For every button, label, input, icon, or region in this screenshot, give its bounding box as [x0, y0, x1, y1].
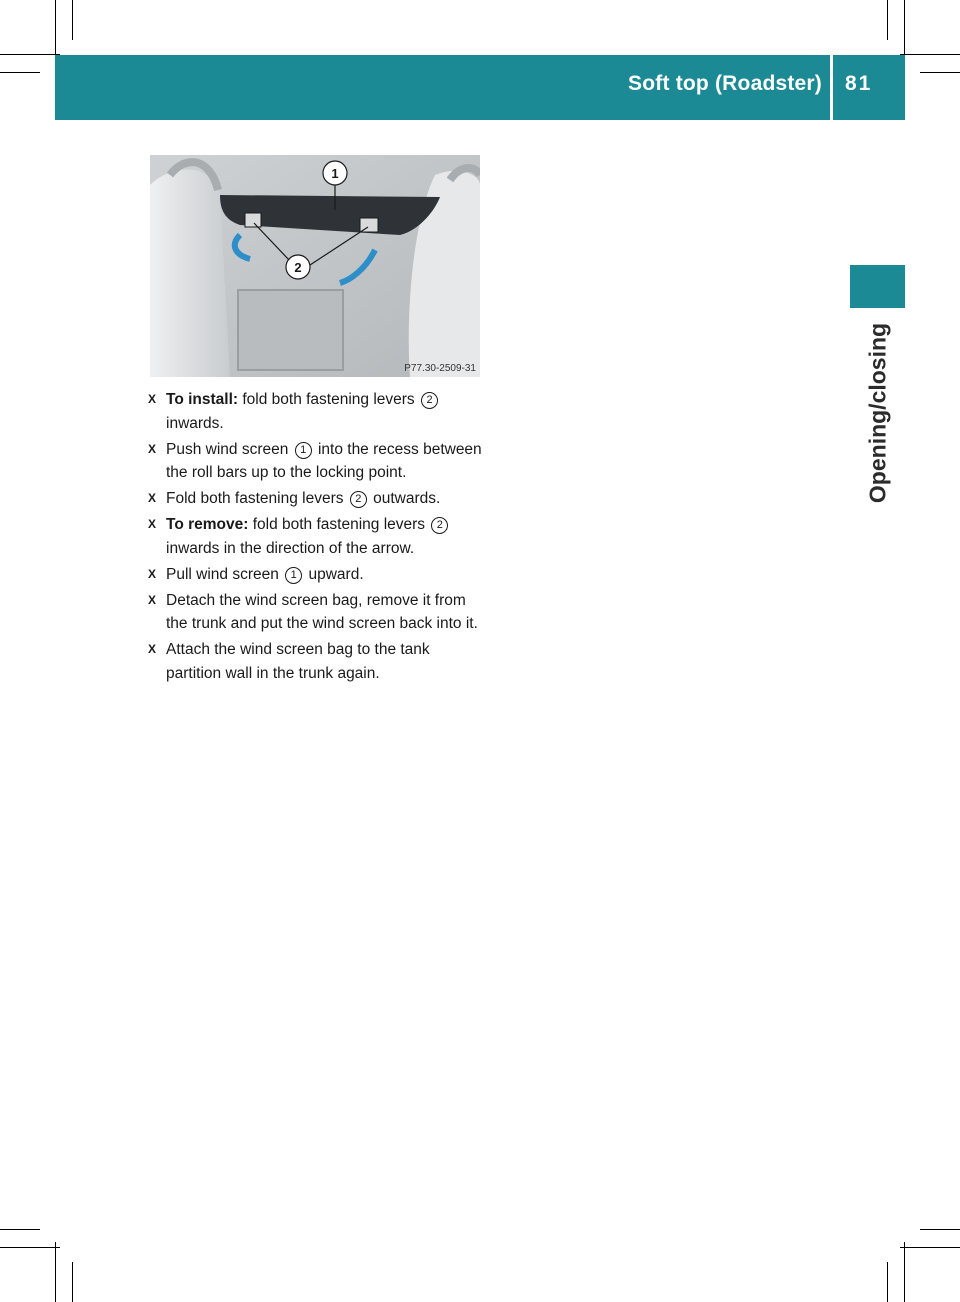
step-text: outwards. [368, 490, 441, 507]
callout-ref: 2 [431, 517, 448, 534]
instruction-step [148, 388, 484, 435]
callout-1: 1 [331, 166, 339, 181]
step-text: fold both fastening levers [248, 516, 430, 533]
crop-mark [55, 1242, 56, 1302]
step-text: inwards in the direction of the arrow. [166, 539, 415, 557]
crop-mark [0, 72, 40, 73]
step-text: fold both fastening levers [238, 391, 419, 408]
figure-code: P77.30-2509-31 [404, 363, 476, 374]
instruction-step [148, 438, 484, 485]
step-text: Fold both fastening levers [166, 490, 348, 507]
instruction-step [148, 563, 484, 587]
crop-mark [904, 1242, 905, 1302]
crop-mark [904, 0, 905, 60]
crop-mark [0, 54, 60, 55]
callout-ref: 1 [295, 442, 312, 459]
page-title: Soft top (Roadster) [628, 72, 822, 95]
crop-mark [0, 1229, 40, 1230]
instruction-step [148, 487, 484, 511]
callout-2: 2 [294, 260, 302, 275]
step-arrow-icon: X [148, 441, 157, 456]
section-label: Opening/closing [864, 322, 891, 504]
step-text: into the recess between the roll bars up to the locking point. [166, 440, 482, 481]
instruction-step [148, 513, 484, 560]
page-number: 81 [845, 72, 873, 95]
crop-mark [0, 1247, 60, 1248]
instruction-step [148, 589, 484, 636]
speaker-grille [238, 290, 343, 370]
crop-mark [887, 1262, 888, 1302]
step-arrow-icon: X [148, 491, 157, 505]
step-text: inwards. [166, 414, 224, 432]
crop-mark [72, 0, 73, 40]
wind-screen-illustration [150, 155, 480, 377]
step-text: Attach the wind screen bag to the tank partition wall in the trunk again. [166, 641, 430, 682]
step-arrow-icon: X [148, 592, 157, 607]
crop-mark [887, 0, 888, 40]
step-arrow-icon: X [148, 642, 157, 656]
step-text: upward. [304, 565, 364, 583]
step-heading: To remove: [166, 516, 249, 533]
step-arrow-icon: X [148, 392, 157, 406]
crop-mark [920, 72, 960, 73]
instruction-step [148, 638, 484, 685]
instruction-list [148, 388, 484, 688]
step-text: Pull wind screen [166, 565, 284, 583]
callout-ref: 2 [421, 392, 438, 409]
left-seat [150, 169, 230, 377]
step-arrow-icon: X [148, 517, 157, 531]
callout-ref: 1 [285, 567, 302, 584]
crop-mark [72, 1262, 73, 1302]
header-divider [830, 55, 833, 120]
crop-mark [55, 0, 56, 60]
step-heading: To install: [166, 391, 239, 408]
section-tab [850, 265, 905, 308]
step-arrow-icon: X [148, 566, 157, 581]
crop-mark [900, 54, 960, 55]
crop-mark [920, 1229, 960, 1230]
crop-mark [900, 1247, 960, 1248]
step-text: Detach the wind screen bag, remove it from the trunk and put the wind screen back into it. [166, 591, 478, 632]
step-text: Push wind screen [166, 440, 293, 458]
callout-ref: 2 [350, 491, 367, 508]
